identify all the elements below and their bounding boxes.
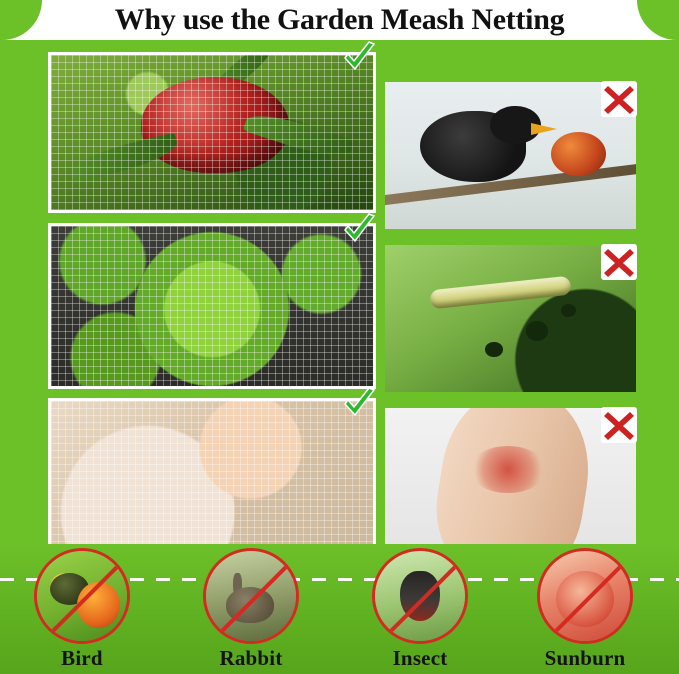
rabbit-icon (206, 551, 296, 641)
leaf-hole-icon (485, 342, 503, 357)
panel-caterpillar-on-leaf (385, 245, 636, 392)
threat-label: Rabbit (219, 646, 283, 670)
threat-badge-rabbit (203, 548, 299, 671)
panel-bird-eating-fruit (385, 82, 636, 229)
panel-protected-apple (48, 52, 376, 213)
leaf-hole-icon (526, 321, 549, 340)
threat-image-sunburn (537, 548, 633, 644)
sunburn-icon (540, 551, 630, 641)
cross-icon (601, 244, 637, 280)
panel-protected-lettuce (48, 223, 376, 389)
threat-label: Bird (61, 646, 103, 670)
check-icon (341, 386, 377, 422)
threat-label: Sunburn (544, 646, 626, 670)
check-icon (341, 40, 377, 76)
threat-image-rabbit (203, 548, 299, 644)
insect-icon (375, 551, 465, 641)
title-band (0, 0, 679, 40)
beak-icon (531, 123, 557, 135)
threat-badge-bird (34, 548, 130, 671)
check-icon (341, 212, 377, 248)
comparison-grid (0, 40, 679, 545)
threat-image-bird (34, 548, 130, 644)
page-title: Why use the Garden Meash Netting (114, 3, 565, 36)
cross-icon (601, 407, 637, 443)
cross-icon (601, 81, 637, 117)
caterpillar-icon (430, 276, 572, 310)
threat-image-insect (372, 548, 468, 644)
panel-protected-baby (48, 398, 376, 559)
rash-icon (470, 446, 545, 493)
fruit-icon (551, 132, 606, 176)
threat-label: Insect (392, 646, 448, 670)
threat-badge-sunburn (537, 548, 633, 671)
leaf-hole-icon (561, 304, 576, 317)
threat-badge-insect (372, 548, 468, 671)
bird-icon (37, 551, 127, 641)
panel-skin-rash (385, 408, 636, 555)
